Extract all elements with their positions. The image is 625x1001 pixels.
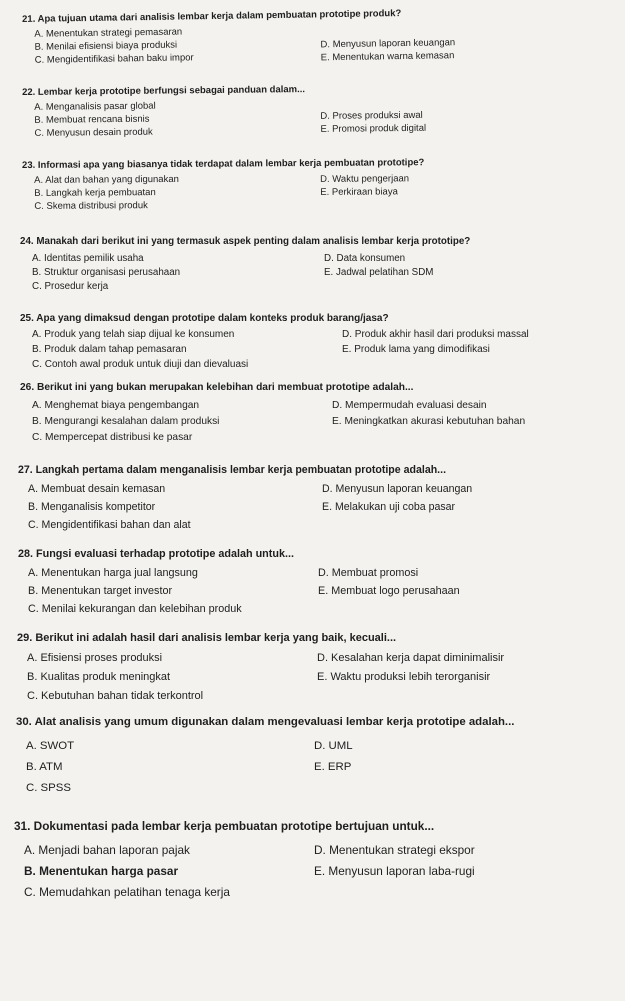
option-d: D. Menentukan strategi ekspor [314,843,475,857]
option-d: D. Waktu pengerjaan [320,173,410,185]
option-e: E. Menentukan warna kemasan [320,50,455,64]
option-e: E. Membuat logo perusahaan [318,585,460,597]
question-23 [22,156,622,230]
option-b: B. ATM [26,761,63,773]
option-d: D. Menyusun laporan keuangan [322,483,473,495]
question-21 [22,5,623,84]
option-c: C. Mempercepat distribusi ke pasar [32,432,193,443]
option-a: A. Menganalisis pasar global [34,100,156,113]
option-a: A. Menentukan harga jual langsung [28,567,198,579]
question-text: 22. Lembar kerja prototipe berfungsi sebagai panduan dalam... [22,84,306,98]
option-c: C. Mengidentifikasi bahan baku impor [34,52,194,66]
option-d: D. UML [314,740,353,752]
option-e: E. Meningkatkan akurasi kebutuhan bahan [332,416,526,427]
option-c: C. Menilai kekurangan dan kelebihan produk [28,603,242,615]
option-c: C. Mengidentifikasi bahan dan alat [28,519,191,531]
option-a: A. Membuat desain kemasan [28,483,166,495]
option-e: E. Waktu produksi lebih terorganisir [317,671,491,683]
question-text: 29. Berikut ini adalah hasil dari analisis lembar kerja yang baik, kecuali... [17,632,397,644]
option-c: C. Skema distribusi produk [34,200,148,212]
question-28 [18,548,623,628]
option-b: B. Langkah kerja pembuatan [34,187,156,199]
question-25 [20,313,620,383]
question-text: 25. Apa yang dimaksud dengan prototipe dalam konteks produk barang/jasa? [20,313,389,324]
option-d: D. Proses produksi awal [320,109,423,122]
question-text: 30. Alat analisis yang umum digunakan dalam mengevaluasi lembar kerja prototipe adalah... [16,716,515,728]
question-31 [14,819,622,919]
question-22 [22,81,623,157]
option-b: B. Menganalisis kompetitor [28,501,156,513]
option-c: C. Contoh awal produk untuk diuji dan dievaluasi [32,359,249,370]
option-a: A. Menentukan strategi pemasaran [34,26,183,40]
option-b: B. Menentukan harga pasar [24,864,179,878]
option-e: E. ERP [314,761,352,773]
option-b: B. Kualitas produk meningkat [27,671,171,683]
option-a: A. Alat dan bahan yang digunakan [34,173,179,186]
option-b: B. Membuat rencana bisnis [34,113,150,126]
question-text: 27. Langkah pertama dalam menganalisis lembar kerja pembuatan prototipe adalah... [18,464,447,476]
question-24 [20,236,620,306]
option-b: B. Menentukan target investor [28,585,173,597]
option-e: E. Perkiraan biaya [320,186,398,198]
option-a: A. Menghemat biaya pengembangan [32,400,200,411]
question-text: 23. Informasi apa yang biasanya tidak terdapat dalam lembar kerja pembuatan prototipe? [22,157,425,171]
option-c: C. Memudahkan pelatihan tenaga kerja [24,885,230,899]
option-c: C. Prosedur kerja [32,281,109,292]
question-29 [17,632,625,712]
option-a: A. Produk yang telah siap dijual ke konsumen [32,329,235,340]
question-text: 31. Dokumentasi pada lembar kerja pembuatan prototipe bertujuan untuk... [14,819,435,833]
option-a: A. Menjadi bahan laporan pajak [24,843,190,857]
option-d: D. Kesalahan kerja dapat diminimalisir [317,652,505,664]
option-e: E. Promosi produk digital [320,122,427,135]
option-a: A. SWOT [26,740,75,752]
option-e: E. Produk lama yang dimodifikasi [342,344,490,355]
option-d: D. Data konsumen [324,253,406,264]
option-d: D. Membuat promosi [318,567,419,579]
option-d: D. Menyusun laporan keuangan [320,37,456,51]
option-e: E. Jadwal pelatihan SDM [324,267,434,278]
question-text: 24. Manakah dari berikut ini yang termasuk aspek penting dalam analisis lembar kerja prototipe? [20,236,471,247]
option-e: E. Menyusun laporan laba-rugi [314,864,475,878]
question-text: 21. Apa tujuan utama dari analisis lembar kerja dalam pembuatan prototipe produk? [22,8,402,25]
option-a: A. Efisiensi proses produksi [27,652,163,664]
option-d: D. Mempermudah evaluasi desain [332,400,487,411]
option-b: B. Struktur organisasi perusahaan [32,267,181,278]
question-27 [18,464,623,544]
option-b: B. Produk dalam tahap pemasaran [32,344,187,355]
question-text: 26. Berikut ini yang bukan merupakan kelebihan dari membuat prototipe adalah... [20,382,414,393]
option-e: E. Melakukan uji coba pasar [322,501,456,513]
question-26 [20,382,625,457]
option-c: C. Menyusun desain produk [34,126,153,139]
option-b: B. Mengurangi kesalahan dalam produksi [32,416,220,427]
question-text: 28. Fungsi evaluasi terhadap prototipe adalah untuk... [18,548,294,560]
option-b: B. Menilai efisiensi biaya produksi [34,39,178,53]
option-d: D. Produk akhir hasil dari produksi massal [342,329,529,340]
option-c: C. Kebutuhan bahan tidak terkontrol [27,690,204,702]
option-a: A. Identitas pemilik usaha [32,253,144,264]
question-30 [16,716,624,806]
option-c: C. SPSS [26,782,71,794]
